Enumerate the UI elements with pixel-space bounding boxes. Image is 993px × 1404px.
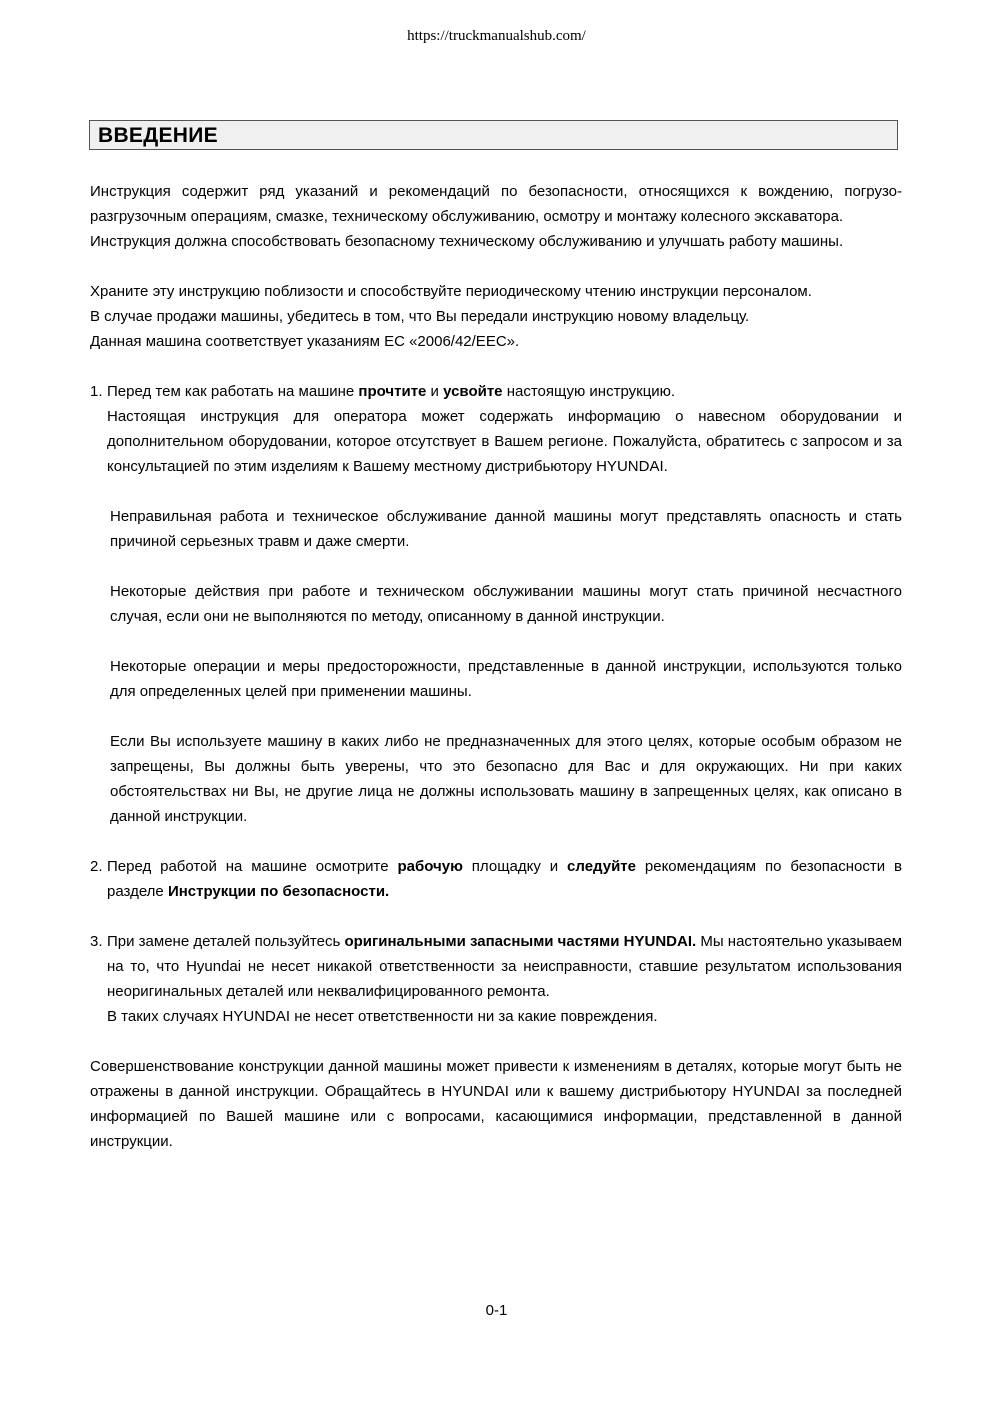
document-body (90, 179, 902, 1154)
list-item-2-text: Перед работой на машине осмотрите рабочую площадку и следуйте рекомендациям по безопасности в разделе Инструкции по безопасности. (107, 858, 902, 900)
list-item-3-text: При замене деталей пользуйтесь оригинальными запасными частями HYUNDAI. Мы настоятельно указываем на то, что Hyundai не несет никакой ответственности за неисправности, ставшие результатом использования неоригинальных деталей или неквалифицированного ремонта. (107, 933, 903, 1000)
source-url: https://truckmanualshub.com/ (407, 28, 586, 44)
list-item-2 (90, 854, 902, 904)
section-title: ВВЕДЕНИЕ (98, 124, 218, 147)
closing-paragraph: Совершенствование конструкции данной машины может привести к изменениям в деталях, которые могут быть не отражены в данной инструкции. Обращайтесь в HYUNDAI или к вашему дистрибьютору HYUNDAI за последней информацией по Вашей машине или с вопросами, касающимися информации, представленной в данной инструкции. (90, 1058, 902, 1150)
intro-paragraph-4: В случае продажи машины, убедитесь в том, что Вы передали инструкцию новому владельцу. (90, 308, 750, 325)
list-item-1 (90, 379, 902, 829)
list-item-3 (90, 929, 902, 1029)
intro-paragraph-5: Данная машина соответствует указаниям ЕС «2006/42/EEC». (90, 333, 520, 350)
list-item-1-paragraph-3: Некоторые действия при работе и техническом обслуживании машины могут стать причиной несчастного случая, если они не выполняются по методу, описанному в данной инструкции. (110, 583, 902, 625)
list-item-3-paragraph-2: В таких случаях HYUNDAI не несет ответственности ни за какие повреждения. (107, 1008, 658, 1025)
intro-paragraph-3: Храните эту инструкцию поблизости и способствуйте периодическому чтению инструкции персоналом. (90, 283, 812, 300)
list-item-1-paragraph-2: Неправильная работа и техническое обслуживание данной машины могут представлять опасность и стать причиной серьезных травм и даже смерти. (110, 508, 902, 550)
list-item-1-paragraph-5: Если Вы используете машину в каких либо не предназначенных для этого целях, которые особым образом не запрещены, Вы должны быть уверены, что это безопасно для Вас и для окружающих. Ни при каких обстоятельствах ни Вы, не другие лица не должны использовать машину в запрещенных целях, как описано в данной инструкции. (110, 733, 902, 825)
section-title-box (89, 120, 898, 150)
intro-paragraph-1: Инструкция содержит ряд указаний и рекомендаций по безопасности, относящихся к вождению, погрузо-разгрузочным операциям, смазке, техническому обслуживанию, осмотру и монтажу колесного экскаватора. (90, 183, 902, 225)
list-item-1-paragraph-4: Некоторые операции и меры предосторожности, представленные в данной инструкции, используются только для определенных целей при применении машины. (110, 658, 902, 700)
page-number: 0-1 (485, 1302, 508, 1319)
list-item-1-lead: Перед тем как работать на машине прочтите и усвойте настоящую инструкцию. (107, 383, 676, 400)
list-number: 3. (90, 933, 103, 950)
list-number: 2. (90, 858, 103, 875)
intro-paragraph-2: Инструкция должна способствовать безопасному техническому обслуживанию и улучшать работу машины. (90, 233, 844, 250)
list-item-1-paragraph-1: Настоящая инструкция для оператора может содержать информацию о навесном оборудовании и дополнительном оборудовании, которое отсутствует в Вашем регионе. Пожалуйста, обратитесь с запросом и за консультацией по этим изделиям к Вашему местному дистрибьютору HYUNDAI. (107, 408, 902, 475)
list-number: 1. (90, 383, 103, 400)
